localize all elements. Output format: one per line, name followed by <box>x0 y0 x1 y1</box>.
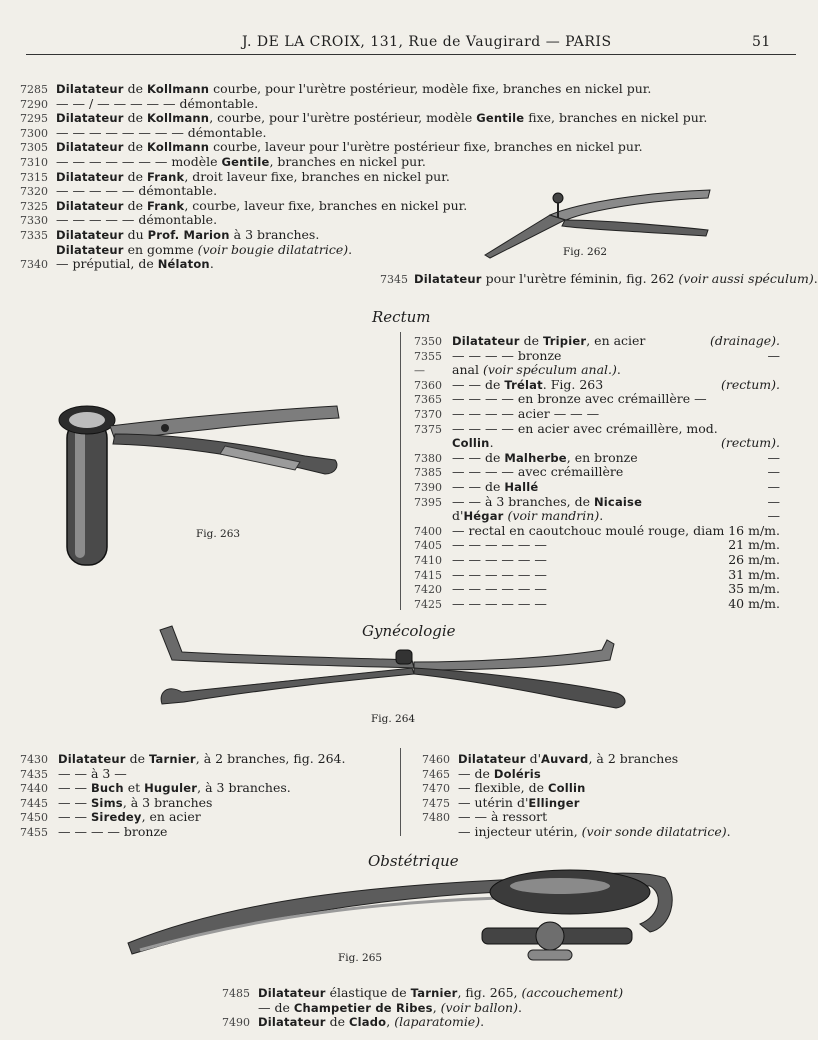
fig-265-caption: Fig. 265 <box>338 952 383 964</box>
fig-264-dilator-illustration <box>152 622 632 712</box>
catalog-item-text: — flexible, de Collin <box>458 780 586 796</box>
fig-265-elastic-dilator-illustration <box>120 858 680 968</box>
catalog-number: 7345 <box>380 273 408 286</box>
catalog-number: 7335 <box>20 229 48 242</box>
catalog-number: 7385 <box>414 466 442 480</box>
catalog-number: 7400 <box>414 524 442 538</box>
catalog-item-note: 35 m/m. <box>728 581 780 597</box>
catalog-number: 7380 <box>414 451 442 465</box>
catalog-item-text: — — à 3 — <box>58 765 127 781</box>
catalog-number: 7480 <box>422 811 450 825</box>
catalog-item-note: 16 m/m. <box>728 522 780 538</box>
catalog-number: 7420 <box>414 583 442 597</box>
catalog-item-text: anal (voir spéculum anal.). <box>452 362 621 378</box>
catalog-number: 7485 <box>222 987 250 1000</box>
column-rule-rectum <box>400 332 401 610</box>
catalog-item-note: 26 m/m. <box>728 552 780 567</box>
catalog-item-text: Dilatateur de Clado, (laparatomie). <box>258 1014 485 1030</box>
catalog-item-note: 40 m/m. <box>728 595 780 611</box>
catalog-item-text: Collin. <box>452 435 494 451</box>
section-title-gynecologie: Gynécologie <box>362 622 456 640</box>
fig-262-caption: Fig. 262 <box>563 246 608 258</box>
catalog-item-text: — de Champetier de Ribes, (voir ballon). <box>258 999 522 1015</box>
catalog-item-text: Dilatateur du Prof. Marion à 3 branches. <box>56 227 320 242</box>
page-number: 51 <box>752 34 771 50</box>
catalog-number: 7330 <box>20 214 48 228</box>
catalog-item-note: 31 m/m. <box>728 566 780 582</box>
header-rule <box>26 54 796 55</box>
catalog-item-text: — préputial, de Nélaton. <box>56 256 214 272</box>
catalog-item-text: — — — — — — <box>452 581 547 597</box>
catalog-item-text: — — à ressort <box>458 809 548 825</box>
catalog-number: 7305 <box>20 141 48 155</box>
catalog-item-text: Dilatateur élastique de Tarnier, fig. 265, (accouchement) <box>258 985 624 1000</box>
catalog-item-note: (drainage). <box>709 333 780 348</box>
catalog-number: 7450 <box>20 811 48 825</box>
catalog-item-text: — — — — — — <box>452 537 547 553</box>
catalog-item-text: — — — — bronze <box>58 824 168 839</box>
catalog-item-text: — — — — — — — modèle Gentile, branches en nickel pur. <box>56 154 426 169</box>
catalog-item-note: — <box>767 493 780 509</box>
catalog-item-text: — — — — acier — — — <box>452 406 600 421</box>
catalog-number: 7410 <box>414 554 442 567</box>
catalog-number: 7470 <box>422 782 450 796</box>
catalog-item-text: — — — — avec crémaillère <box>452 464 624 480</box>
catalog-number: 7430 <box>20 753 48 766</box>
catalog-item-text: — — — — en bronze avec crémaillère — <box>452 391 707 407</box>
catalog-number: 7425 <box>414 597 442 611</box>
catalog-item-text: Dilatateur de Kollmann courbe, pour l'urètre postérieur, modèle fixe, branches en nickel pur. <box>56 81 652 96</box>
section-title-obstetrique: Obstétrique <box>368 852 459 870</box>
catalog-number: 7475 <box>422 796 450 810</box>
catalog-item-note: — <box>767 479 780 494</box>
catalog-item-note: — <box>767 464 780 480</box>
catalog-item-text: — — de Malherbe, en bronze <box>452 449 638 465</box>
catalog-number: 7295 <box>20 112 48 126</box>
catalog-item-note: — <box>767 347 780 363</box>
catalog-item-text: — — — — — — <box>452 552 547 567</box>
catalog-item-text: Dilatateur de Frank, droit laveur fixe, branches en nickel pur. <box>56 168 450 184</box>
catalog-item-text: — — — — — démontable. <box>56 212 218 228</box>
catalog-number: 7415 <box>414 568 442 582</box>
catalog-number: 7310 <box>20 156 48 169</box>
catalog-item-text: Dilatateur d'Auvard, à 2 branches <box>458 751 679 766</box>
catalog-number: 7290 <box>20 97 48 111</box>
catalog-number: 7365 <box>414 393 442 407</box>
catalog-item-note: — <box>767 508 780 524</box>
section-title-rectum: Rectum <box>372 308 431 326</box>
catalog-number: 7350 <box>414 335 442 348</box>
catalog-item-text: — — — — — — — — démontable. <box>56 124 267 140</box>
catalog-number: 7395 <box>414 495 442 509</box>
catalog-item-text: — — Buch et Huguler, à 3 branches. <box>58 780 291 796</box>
catalog-item-text: — — de Trélat. Fig. 263 <box>452 376 604 392</box>
catalog-item-text: d'Hégar (voir mandrin). <box>452 508 604 524</box>
catalog-item-text: — — — — — démontable. <box>56 183 218 199</box>
catalog-number: 7490 <box>222 1016 250 1030</box>
catalog-number: 7460 <box>422 753 450 766</box>
catalog-item-note: (rectum). <box>720 376 780 392</box>
catalog-item-text: — de Doléris <box>458 765 541 781</box>
catalog-number: 7375 <box>414 422 442 436</box>
catalog-item-text: — — — — en acier avec crémaillère, mod. <box>452 420 718 436</box>
catalog-number: 7300 <box>20 126 48 140</box>
fig-263-speculum-illustration <box>55 398 345 568</box>
catalog-number: 7435 <box>20 767 48 781</box>
catalog-item-text: Dilatateur en gomme (voir bougie dilatatrice). <box>56 241 353 257</box>
catalog-item-text: — — Sims, à 3 branches <box>58 794 213 810</box>
catalog-number: 7405 <box>414 539 442 553</box>
fig-263-caption: Fig. 263 <box>196 528 241 540</box>
catalog-number: 7390 <box>414 481 442 494</box>
catalog-number: 7325 <box>20 199 48 213</box>
catalog-item-text: — — — — — — <box>452 595 547 611</box>
catalog-number: — <box>414 364 425 378</box>
catalog-item-text: — rectal en caoutchouc moulé rouge, diam <box>452 522 725 538</box>
catalog-item-note: 21 m/m. <box>728 537 780 553</box>
catalog-number: 7455 <box>20 826 48 839</box>
catalog-item-text: Dilatateur de Frank, courbe, laveur fixe, branches en nickel pur. <box>56 197 468 213</box>
catalog-number: 7285 <box>20 83 48 96</box>
catalog-item-text: — utérin d'Ellinger <box>458 794 580 810</box>
catalog-number: 7360 <box>414 378 442 392</box>
catalog-number: 7370 <box>414 408 442 421</box>
page-header-title: J. DE LA CROIX, 131, Rue de Vaugirard — PARIS <box>242 34 612 50</box>
catalog-item-text: — injecteur utérin, (voir sonde dilatatrice). <box>458 824 731 839</box>
catalog-item-note: — <box>767 449 780 465</box>
catalog-number: 7445 <box>20 796 48 810</box>
fig-264-caption: Fig. 264 <box>371 713 416 725</box>
catalog-item-text: Dilatateur pour l'urètre féminin, fig. 262 (voir aussi spéculum). <box>414 271 818 286</box>
catalog-number: 7340 <box>20 258 48 272</box>
catalog-number: 7465 <box>422 767 450 781</box>
catalog-item-text: — — — — — — <box>452 566 547 582</box>
catalog-item-text: — — à 3 branches, de Nicaise <box>452 493 643 509</box>
catalog-number: 7355 <box>414 349 442 363</box>
catalog-item-text: Dilatateur de Kollmann courbe, laveur pour l'urètre postérieur fixe, branches en nickel pur. <box>56 139 643 155</box>
catalog-item-text: Dilatateur de Tarnier, à 2 branches, fig. 264. <box>58 751 346 766</box>
catalog-number: 7315 <box>20 170 48 184</box>
catalog-number: 7320 <box>20 185 48 199</box>
catalog-item-text: — — Siredey, en acier <box>58 809 201 825</box>
catalog-number: 7440 <box>20 782 48 796</box>
catalog-item-text: Dilatateur de Kollmann, courbe, pour l'urètre postérieur, modèle Gentile fixe, branches en nickel pur. <box>56 110 708 126</box>
column-rule-gynecologie <box>400 748 401 836</box>
catalog-item-note: (rectum). <box>720 435 780 451</box>
catalog-item-text: Dilatateur de Tripier, en acier <box>452 333 646 348</box>
catalog-item-text: — — — — bronze <box>452 347 562 363</box>
catalog-item-text: — — / — — — — — démontable. <box>56 95 259 111</box>
catalog-item-text: — — de Hallé <box>452 479 539 494</box>
